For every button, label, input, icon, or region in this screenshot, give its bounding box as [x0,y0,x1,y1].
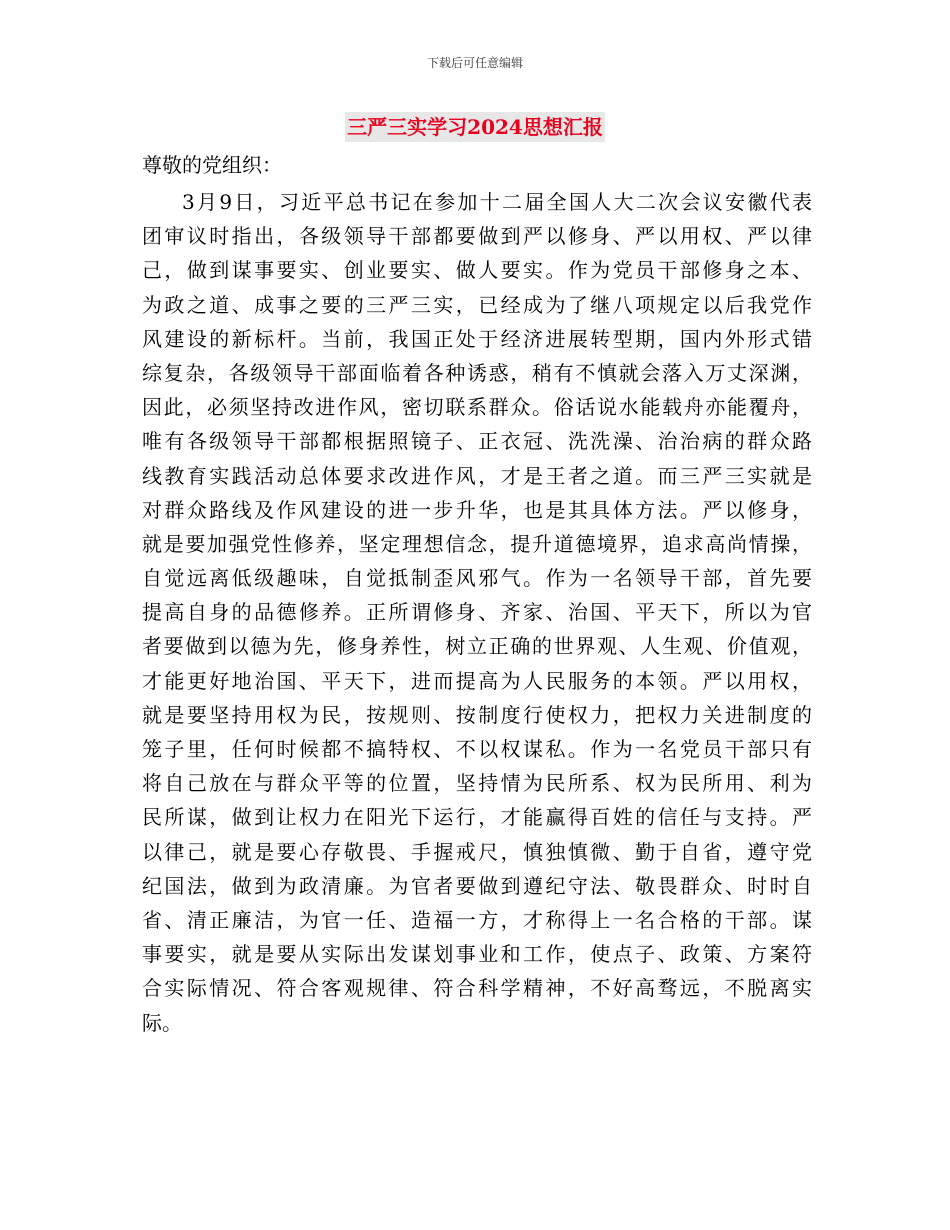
body-line: 因此，必须坚持改进作风，密切联系群众。俗话说水能载舟亦能覆舟， [142,395,812,420]
body-paragraph [142,185,812,1040]
body-line: 己，做到谋事要实、创业要实、做人要实。作为党员干部修身之本、 [142,258,812,283]
body-line: 省、清正廉洁，为官一任、造福一方，才称得上一名合格的干部。谋 [142,907,812,932]
body-line: 线教育实践活动总体要求改进作风，才是王者之道。而三严三实就是 [142,463,812,488]
body-line: 唯有各级领导干部都根据照镜子、正衣冠、洗洗澡、治治病的群众路 [142,429,812,454]
body-line: 提高自身的品德修养。正所谓修身、齐家、治国、平天下，所以为官 [142,600,812,625]
body-line: 自觉远离低级趣味，自觉抵制歪风邪气。作为一名领导干部，首先要 [142,566,812,591]
body-line: 才能更好地治国、平天下，进而提高为人民服务的本领。严以用权， [142,668,812,693]
body-line: 民所谋，做到让权力在阳光下运行，才能赢得百姓的信任与支持。严 [142,805,812,830]
header-note: 下载后可任意编辑 [426,56,523,70]
body-line: 将自己放在与群众平等的位置，坚持情为民所系、权为民所用、利为 [142,771,812,796]
body-line: 事要实，就是要从实际出发谋划事业和工作，使点子、政策、方案符 [142,942,812,967]
body-line: 为政之道、成事之要的三严三实，已经成为了继八项规定以后我党作 [142,292,812,317]
body-line: 对群众路线及作风建设的进一步升华，也是其具体方法。严以修身， [142,497,812,522]
body-line: 纪国法，做到为政清廉。为官者要做到遵纪守法、敬畏群众、时时自 [142,873,812,898]
body-line: 3月9日，习近平总书记在参加十二届全国人大二次会议安徽代表 [182,190,812,214]
body-line: 团审议时指出，各级领导干部都要做到严以修身、严以用权、严以律 [142,224,812,249]
body-line: 以律己，就是要心存敬畏、手握戒尺，慎独慎微、勤于自省，遵守党 [142,839,812,864]
body-line: 风建设的新标杆。当前，我国正处于经济进展转型期，国内外形式错 [142,326,812,351]
salutation: 尊敬的党组织： [142,153,282,177]
body-line: 就是要加强党性修养，坚定理想信念，提升道德境界，追求高尚情操， [142,531,812,556]
body-line: 际。 [142,1010,182,1035]
document-title: 三严三实学习2024思想汇报 [345,112,605,142]
title-wrap [0,112,950,142]
body-line: 就是要坚持用权为民，按规则、按制度行使权力，把权力关进制度的 [142,702,812,727]
body-line: 综复杂，各级领导干部面临着各种诱惑，稍有不慎就会落入万丈深渊， [142,360,812,385]
body-line: 笼子里，任何时候都不搞特权、不以权谋私。作为一名党员干部只有 [142,737,812,761]
body-line: 者要做到以德为先，修身养性，树立正确的世界观、人生观、价值观， [142,634,812,659]
body-line: 合实际情况、符合客观规律、符合科学精神，不好高骛远，不脱离实 [142,976,812,1001]
